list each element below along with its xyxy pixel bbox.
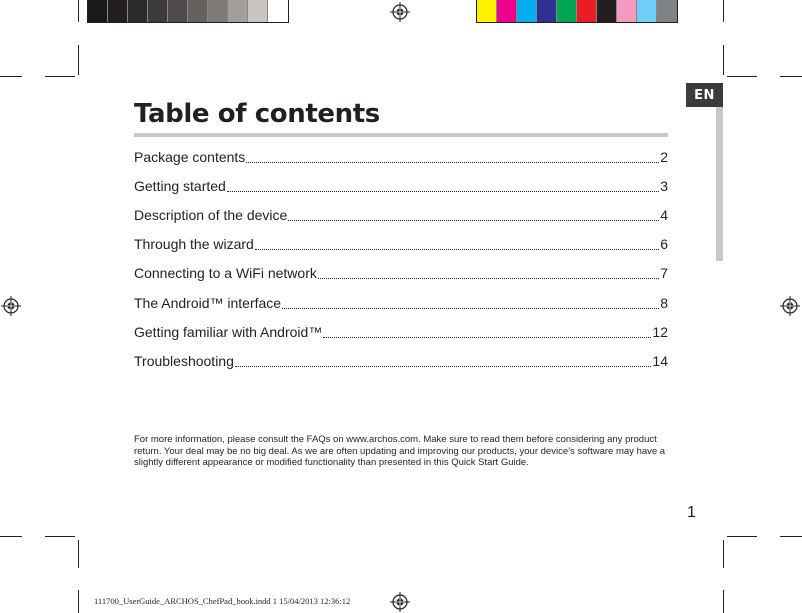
crop-mark	[727, 76, 757, 77]
toc-dot-leader	[227, 190, 659, 192]
toc-dot-leader	[318, 277, 659, 279]
print-slug: 111700_UserGuide_ARCHOS_ChefPad_book.indd 1 15/04/2013 12:36:12	[94, 596, 351, 606]
color-swatch	[248, 0, 268, 22]
toc-entry-label: The Android™ interface	[134, 294, 282, 311]
toc-entry-label: Package contents	[134, 148, 246, 165]
color-swatch	[577, 0, 597, 22]
toc-entry[interactable]	[134, 142, 668, 171]
crop-mark	[78, 590, 79, 613]
toc-dot-leader	[246, 161, 659, 163]
toc-entry-label: Troubleshooting	[134, 352, 234, 369]
color-swatch	[497, 0, 517, 22]
toc-entry[interactable]	[134, 317, 668, 346]
crop-mark	[0, 76, 22, 77]
page-title: Table of contents	[134, 99, 380, 129]
registration-mark-icon	[390, 592, 410, 612]
color-swatch	[208, 0, 228, 22]
color-swatch	[557, 0, 577, 22]
color-swatch	[128, 0, 148, 22]
crop-mark	[723, 540, 724, 568]
toc-entry[interactable]	[134, 230, 668, 259]
toc-entry-label: Getting familiar with Android™	[134, 323, 323, 340]
crop-mark	[723, 45, 724, 75]
toc-entry-label: Description of the device	[134, 206, 288, 223]
toc-entry-page: 7	[660, 265, 668, 282]
toc-dot-leader	[323, 336, 651, 338]
color-swatch	[148, 0, 168, 22]
registration-mark-icon	[390, 2, 410, 22]
toc-entry[interactable]	[134, 259, 668, 288]
language-tab: EN	[686, 83, 723, 107]
color-swatch	[188, 0, 208, 22]
color-swatch	[537, 0, 557, 22]
registration-mark-icon	[1, 296, 21, 316]
crop-mark	[723, 590, 724, 613]
crop-mark	[78, 45, 79, 75]
color-swatch	[597, 0, 617, 22]
toc-entry[interactable]	[134, 200, 668, 229]
page-number: 1	[687, 504, 696, 521]
toc-dot-leader	[235, 365, 652, 367]
crop-mark	[0, 536, 22, 537]
toc-entry-label: Through the wizard	[134, 236, 254, 253]
color-swatch	[477, 0, 497, 22]
color-swatch	[617, 0, 637, 22]
crop-mark	[723, 0, 724, 22]
crop-mark	[45, 536, 75, 537]
toc-entry-page: 4	[660, 206, 668, 223]
color-swatch	[657, 0, 677, 22]
title-underline	[134, 133, 668, 137]
color-swatch	[268, 0, 288, 22]
toc-entry-page: 2	[660, 148, 668, 165]
crop-mark	[780, 536, 802, 537]
toc-entry-page: 6	[660, 236, 668, 253]
toc-entry-page: 3	[660, 177, 668, 194]
toc-entry-page: 8	[660, 294, 668, 311]
crop-mark	[78, 540, 79, 568]
toc-entry-page: 14	[652, 352, 668, 369]
color-swatch	[88, 0, 108, 22]
toc-dot-leader	[282, 307, 659, 309]
color-swatch	[168, 0, 188, 22]
color-swatch	[637, 0, 657, 22]
toc-entry[interactable]	[134, 288, 668, 317]
toc-entry-label: Getting started	[134, 177, 226, 194]
toc-entry-label: Connecting to a WiFi network	[134, 265, 317, 282]
toc-entry[interactable]	[134, 171, 668, 200]
table-of-contents	[134, 142, 668, 376]
registration-mark-icon	[780, 296, 800, 316]
side-thumb-bar	[716, 107, 723, 261]
color-swatch	[517, 0, 537, 22]
grayscale-color-bar	[87, 0, 289, 23]
toc-dot-leader	[255, 248, 659, 250]
info-note: For more information, please consult the FAQs on www.archos.com. Make sure to read them before considering any product return. Your deal may be no big deal. As we are often updating and improving our products, your device’s software may have a slightly different appearance or modified functionality than presented in this Quick Start Guide.	[134, 434, 666, 469]
crop-mark	[727, 536, 757, 537]
crop-mark	[78, 0, 79, 22]
toc-dot-leader	[288, 219, 659, 221]
color-swatch	[228, 0, 248, 22]
toc-entry[interactable]	[134, 346, 668, 375]
toc-entry-page: 12	[652, 323, 668, 340]
color-swatch	[108, 0, 128, 22]
crop-mark	[45, 76, 75, 77]
crop-mark	[780, 76, 802, 77]
process-color-bar	[476, 0, 678, 23]
